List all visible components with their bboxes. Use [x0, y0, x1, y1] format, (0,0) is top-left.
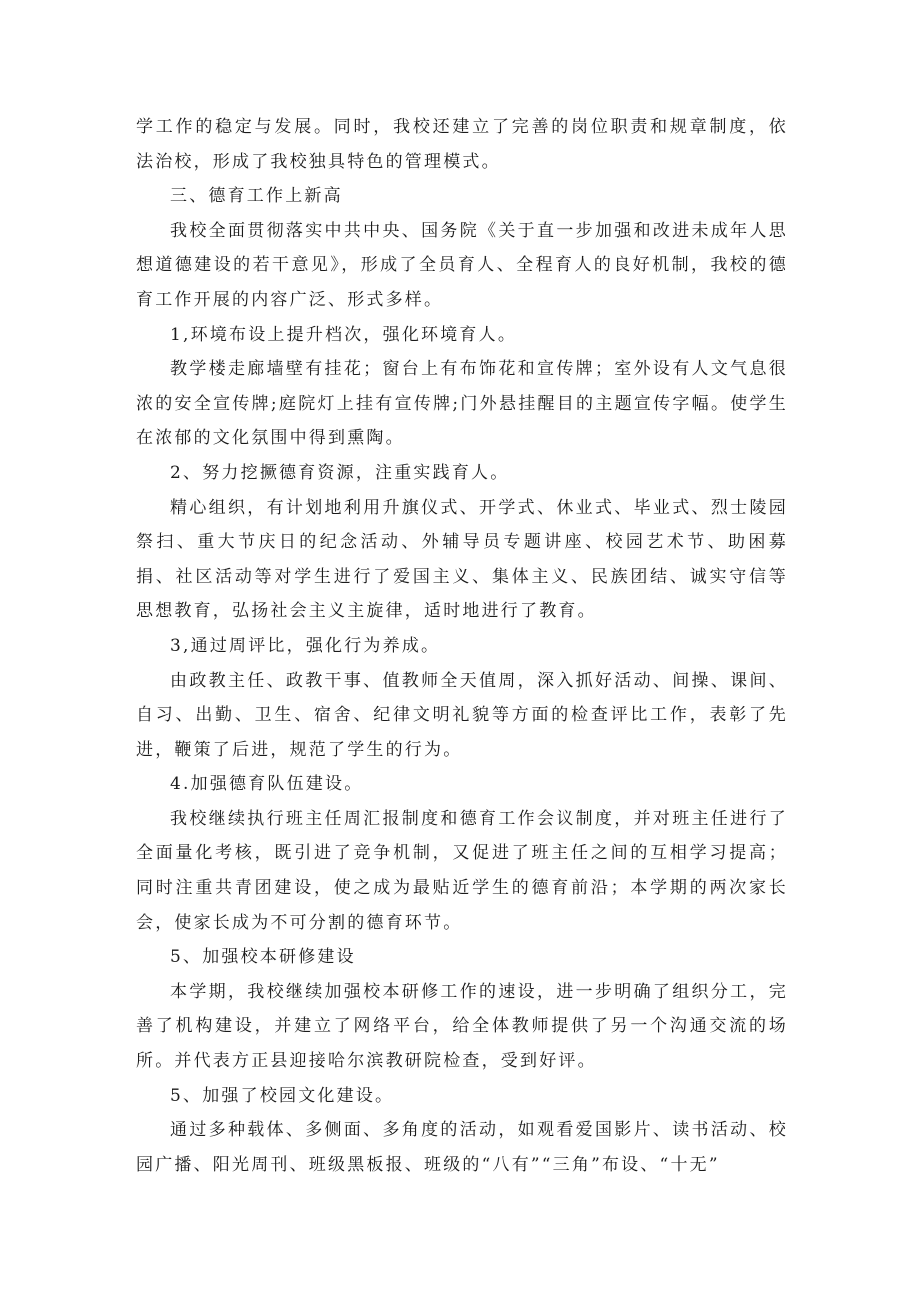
paragraph-campus-culture: 通过多种载体、多侧面、多角度的活动，如观看爱国影片、读书活动、校园广播、阳光周刊、班级黑板报、班级的“八有”“三角”布设、“十无” — [136, 1120, 788, 1175]
subheading-weekly-review: 3,通过周评比，强化行为养成。 — [170, 635, 441, 656]
subheading-school-research: 5、加强校本研修建设 — [170, 947, 356, 968]
paragraph-continuation: 学工作的稳定与发展。同时，我校还建立了完善的岗位职责和规章制度，依法治校，形成了我校独具特色的管理模式。 — [136, 117, 788, 172]
paragraph-moral-education-intro: 我校全面贯彻落实中共中央、国务院《关于直一步加强和改进未成年人思想道德建设的若干意见》，形成了全员育人、全程育人的良好机制，我校的德育工作开展的内容广泛、形式多样。 — [136, 220, 788, 310]
paragraph-environment: 教学楼走廊墙壁有挂花；窗台上有布饰花和宣传牌；室外设有人文气息很浓的安全宣传牌;庭院灯上挂有宣传牌;门外悬挂醒目的主题宣传字幅。使学生在浓郁的文化氛围中得到熏陶。 — [136, 359, 788, 449]
subheading-environment: 1,环境布设上提升档次，强化环境育人。 — [170, 324, 518, 345]
subheading-practice: 2、努力挖撅德育资源，注重实践育人。 — [170, 462, 510, 483]
document-body — [136, 110, 788, 1182]
paragraph-weekly-review: 由政教主任、政教干事、值教师全天值周，深入抓好活动、间操、课间、自习、出勤、卫生、宿舍、纪律文明礼貌等方面的检查评比工作，表彰了先进，鞭策了后进，规范了学生的行为。 — [136, 670, 788, 760]
section-heading-moral-education: 三、德育工作上新高 — [170, 186, 343, 207]
subheading-team-building: 4.加强德育队伍建设。 — [170, 774, 364, 795]
paragraph-school-research: 本学期，我校继续加强校本研修工作的速设，进一步明确了组织分工，完善了机构建设，并建立了网络平台，给全体教师提供了另一个沟通交流的场所。并代表方正县迎接哈尔滨教研院检查，受到好评。 — [136, 981, 788, 1072]
paragraph-practice: 精心组织，有计划地利用升旗仪式、开学式、休业式、毕业式、烈士陵园祭扫、重大节庆日的纪念活动、外辅导员专题讲座、校园艺术节、助困募捐、社区活动等对学生进行了爱国主义、集体主义、民族团结、诚实守信等思想教育，弘扬社会主义主旋律，适时地进行了教育。 — [136, 497, 788, 622]
subheading-campus-culture: 5、加强了校园文化建设。 — [170, 1085, 395, 1106]
paragraph-team-building: 我校继续执行班主任周汇报制度和德育工作会议制度，并对班主任进行了全面量化考核，既引进了竞争机制，又促进了班主任之间的互相学习提高；同时注重共青团建设，使之成为最贴近学生的德育前沿；本学期的两次家长会，使家长成为不可分割的德育环节。 — [136, 808, 788, 933]
